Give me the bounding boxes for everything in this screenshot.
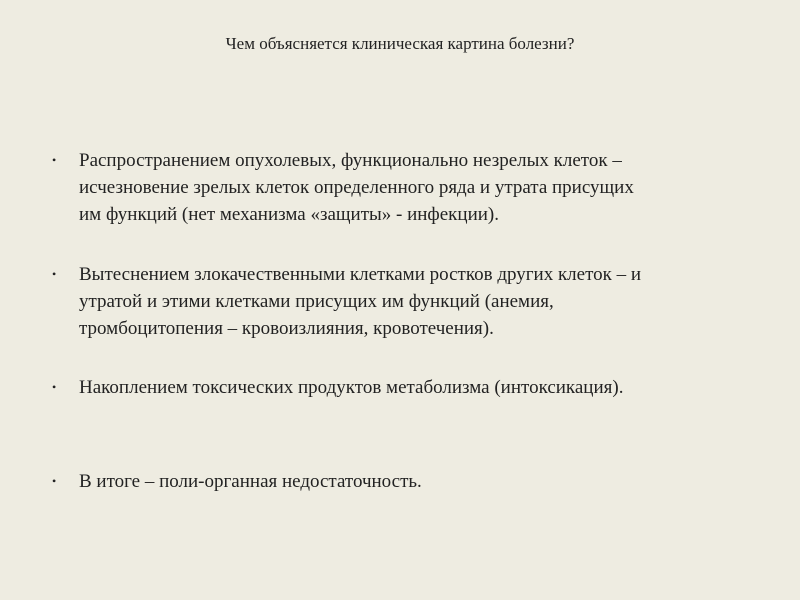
bullet-text: Вытеснением злокачественными клетками ростков других клеток – и утратой и этими клетками присущих им функций (анемия, тромбоцитопения – кровоизлияния, кровотечения). (79, 264, 642, 339)
bullet-text: В итоге – поли-органная недостаточность. (79, 471, 422, 492)
bullet-item-displacement (52, 261, 752, 342)
bullet-marker: • (52, 380, 57, 394)
bullet-item-spread (52, 147, 752, 228)
bullet-item-intoxication (52, 374, 752, 401)
bullet-marker: • (52, 153, 57, 167)
bullet-text: Распространением опухолевых, функционально незрелых клеток – исчезновение зрелых клеток определенного ряда и утрата присущих им функций (нет механизма «защиты» - инфекции). (79, 150, 634, 225)
bullet-marker: • (52, 267, 57, 281)
bullet-marker: • (52, 474, 57, 488)
bullet-item-organ-failure (52, 468, 752, 495)
slide-title: Чем объясняется клиническая картина болезни? (225, 34, 575, 53)
bullet-text: Накоплением токсических продуктов метаболизма (интоксикация). (79, 377, 624, 398)
